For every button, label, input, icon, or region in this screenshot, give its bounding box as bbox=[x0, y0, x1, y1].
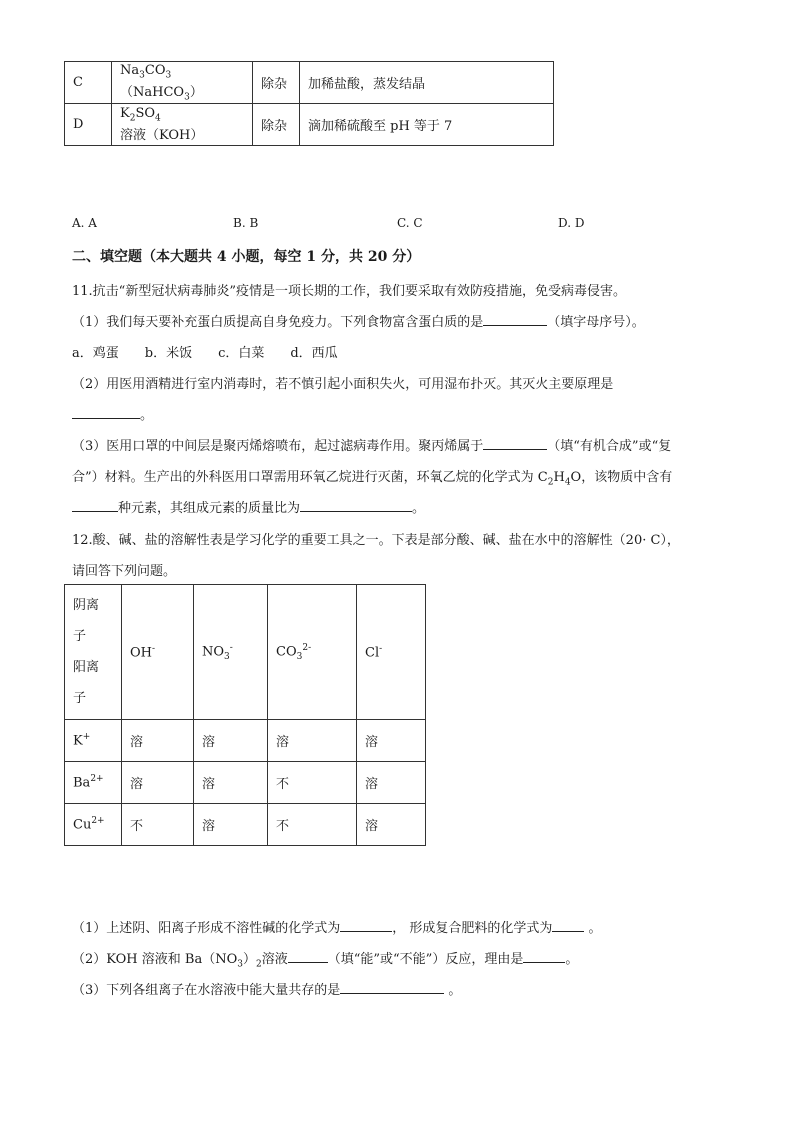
table-row bbox=[65, 804, 426, 846]
answer-blank[interactable] bbox=[300, 499, 412, 512]
table-row bbox=[65, 762, 426, 804]
solubility-cell: 溶 bbox=[268, 720, 357, 762]
answer-blank[interactable] bbox=[72, 406, 140, 419]
q11-part3-cont: 合”）材料。生产出的外科医用口罩需用环氧乙烷进行灭菌，环氧乙烷的化学式为 $C_2H_4O$，该物质中含有 bbox=[72, 470, 673, 488]
answer-blank[interactable] bbox=[523, 950, 565, 963]
table-row bbox=[65, 62, 554, 104]
solubility-cell: 溶 bbox=[357, 804, 426, 846]
q12-part3: （3）下列各组离子在水溶液中能大量共存的是 。 bbox=[72, 983, 462, 998]
option-b: B. B bbox=[233, 216, 259, 230]
q12-stem: 12.酸、碱、盐的溶解性表是学习化学的重要工具之一。下表是部分酸、碱、盐在水中的溶解性（20· C）， bbox=[72, 533, 680, 548]
cation-header: $Cu^{2+}$ bbox=[65, 804, 122, 846]
section-title: 二、填空题（本大题共 4 小题，每空 1 分，共 20 分） bbox=[72, 249, 421, 265]
q11-stem: 11.抗击“新型冠状病毒肺炎”疫情是一项长期的工作，我们要采取有效防疫措施，免受病毒侵害。 bbox=[72, 284, 626, 299]
solubility-cell: 不 bbox=[122, 804, 194, 846]
q11-part3-end: 种元素，其组成元素的质量比为 。 bbox=[72, 497, 425, 516]
solubility-table bbox=[64, 584, 426, 846]
purpose-cell: 除杂 bbox=[253, 62, 300, 104]
answer-blank[interactable] bbox=[340, 981, 444, 994]
q11-part2: （2）用医用酒精进行室内消毒时，若不慎引起小面积失火，可用湿布扑灭。其灭火主要原理是 bbox=[72, 377, 614, 392]
solubility-cell: 溶 bbox=[122, 762, 194, 804]
answer-blank[interactable] bbox=[72, 499, 118, 512]
answer-blank[interactable] bbox=[552, 919, 584, 932]
option-a: A. A bbox=[72, 216, 97, 230]
method-cell: 滴加稀硫酸至 pH 等于 7 bbox=[300, 104, 554, 146]
method-cell: 加稀盐酸，蒸发结晶 bbox=[300, 62, 554, 104]
solubility-cell: 溶 bbox=[122, 720, 194, 762]
substance-cell: $Na_3CO_3(NaHCO_3)$ bbox=[112, 62, 253, 104]
answer-blank[interactable] bbox=[340, 919, 392, 932]
q11-part1: （1）我们每天要补充蛋白质提高自身免疫力。下列食物富含蛋白质的是 （填字母序号）。 bbox=[72, 315, 645, 330]
anion-header: $CO_3^{2-}$ bbox=[268, 585, 357, 720]
row-label: C bbox=[65, 62, 112, 104]
q12-part1: （1）上述阴、阳离子形成不溶性碱的化学式为 ， 形成复合肥料的化学式为 。 bbox=[72, 921, 602, 936]
answer-blank[interactable] bbox=[288, 950, 328, 963]
table-row bbox=[65, 720, 426, 762]
q11-choices: a．鸡蛋 b．米饭 c．白菜 d．西瓜 bbox=[72, 346, 338, 361]
answer-blank[interactable] bbox=[483, 313, 547, 326]
q11-part2-answer: 。 bbox=[72, 404, 153, 423]
anion-header: OH- bbox=[122, 585, 194, 720]
q11-part3: （3）医用口罩的中间层是聚丙烯熔喷布，起过滤病毒作用。聚丙烯属于 （填“有机合成”或“复 bbox=[72, 439, 672, 454]
cation-header: $Ba^{2+}$ bbox=[65, 762, 122, 804]
option-c: C. C bbox=[397, 216, 423, 230]
table-header-row bbox=[65, 585, 426, 720]
solubility-cell: 溶 bbox=[194, 762, 268, 804]
solubility-cell: 溶 bbox=[194, 720, 268, 762]
solubility-cell: 溶 bbox=[357, 762, 426, 804]
purpose-cell: 除杂 bbox=[253, 104, 300, 146]
solubility-cell: 不 bbox=[268, 804, 357, 846]
top-options-table bbox=[64, 61, 554, 146]
row-label: D bbox=[65, 104, 112, 146]
q12-part2: （2）KOH 溶液和 $Ba(NO_3)_2$溶液 （填“能”或“不能”）反应，理由是 。 bbox=[72, 952, 579, 970]
answer-blank[interactable] bbox=[483, 437, 547, 450]
anion-header: $NO_3^-$ bbox=[194, 585, 268, 720]
anion-header: Cl- bbox=[357, 585, 426, 720]
solubility-cell: 不 bbox=[268, 762, 357, 804]
substance-cell: $K_2SO_4$溶液（KOH） bbox=[112, 104, 253, 146]
table-row bbox=[65, 104, 554, 146]
solubility-cell: 溶 bbox=[357, 720, 426, 762]
solubility-cell: 溶 bbox=[194, 804, 268, 846]
option-d: D. D bbox=[558, 216, 585, 230]
corner-header: 阴离 子 阳离 子 bbox=[65, 585, 122, 720]
q12-stem-cont: 请回答下列问题。 bbox=[72, 564, 177, 579]
cation-header: K+ bbox=[65, 720, 122, 762]
